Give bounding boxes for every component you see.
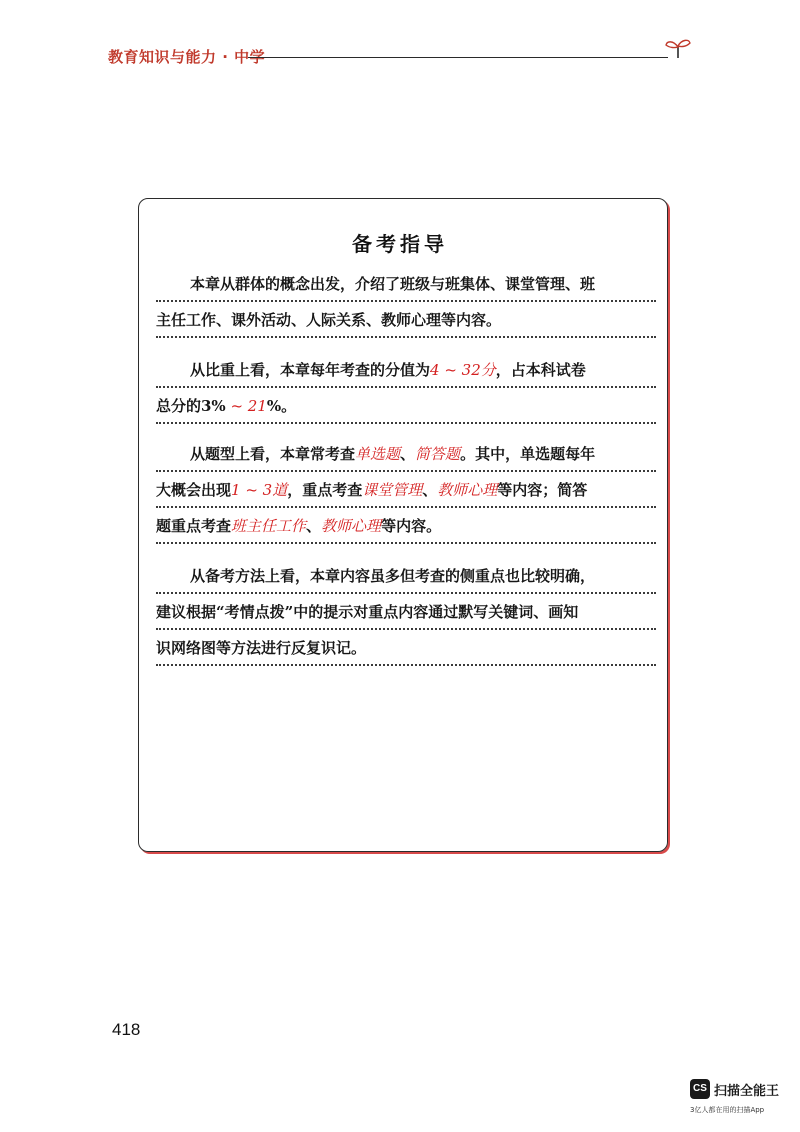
guide-line	[156, 594, 656, 630]
guide-line	[156, 388, 656, 424]
guide-line	[156, 558, 656, 594]
guide-line	[156, 436, 656, 472]
guide-paragraph	[156, 558, 656, 666]
sprout-icon	[664, 36, 692, 60]
camscanner-logo: CS	[690, 1079, 710, 1099]
header-rule	[248, 57, 668, 58]
guide-line	[156, 472, 656, 508]
guide-line	[156, 266, 656, 302]
body-text: ，占本科试卷	[495, 361, 586, 379]
highlight-text: 教师心理	[437, 481, 498, 499]
guide-paragraph	[156, 266, 656, 338]
highlight-text: 班主任工作	[231, 517, 307, 535]
body-text: 从题型上看，本章常考查	[190, 445, 356, 463]
body-text: 、	[422, 481, 438, 499]
guide-line	[156, 508, 656, 544]
scanner-watermark	[690, 1079, 798, 1125]
body-text: 主任工作、课外活动、人际关系、教师心理等内容。	[156, 311, 502, 329]
body-text: 从备考方法上看，本章内容虽多但考查的侧重点也比较明确，	[190, 567, 596, 585]
highlight-text: 课堂管理	[362, 481, 423, 499]
body-text: 题重点考查	[156, 517, 232, 535]
body-text: 本章从群体的概念出发，介绍了班级与班集体、课堂管理、班	[190, 275, 596, 293]
guide-line	[156, 630, 656, 666]
header-title: 教育知识与能力 · 中学	[108, 48, 266, 66]
body-text: 。其中，单选题每年	[460, 445, 596, 463]
highlight-text: 单选题	[355, 445, 401, 463]
highlight-text: ~ 21	[225, 397, 267, 415]
body-text: 大概会出现	[156, 481, 232, 499]
watermark-tagline: 3亿人都在用的扫描App	[690, 1106, 765, 1114]
body-text: ，重点考查	[287, 481, 363, 499]
highlight-text: 简答题	[415, 445, 461, 463]
highlight-text: 4 ~ 32分	[430, 361, 496, 379]
highlight-text: 1 ~ 3道	[231, 481, 288, 499]
body-text: 总分的3%	[156, 397, 226, 415]
body-text: 建议根据“考情点拨”中的提示对重点内容通过默写关键词、画知	[156, 603, 579, 621]
guide-line	[156, 302, 656, 338]
body-text: 、	[306, 517, 322, 535]
guide-title: 备考指导	[352, 232, 448, 256]
body-text: 等内容。	[381, 517, 442, 535]
body-text: 等内容；简答	[497, 481, 588, 499]
guide-line	[156, 352, 656, 388]
guide-paragraph	[156, 352, 656, 424]
body-text: 识网络图等方法进行反复识记。	[156, 639, 367, 657]
highlight-text: 教师心理	[321, 517, 382, 535]
page-number: 418	[112, 1020, 141, 1039]
body-text: 、	[400, 445, 416, 463]
body-text: 从比重上看，本章每年考查的分值为	[190, 361, 431, 379]
watermark-app-name: 扫描全能王	[714, 1084, 780, 1099]
body-text: %。	[266, 397, 297, 415]
guide-paragraph	[156, 436, 656, 544]
